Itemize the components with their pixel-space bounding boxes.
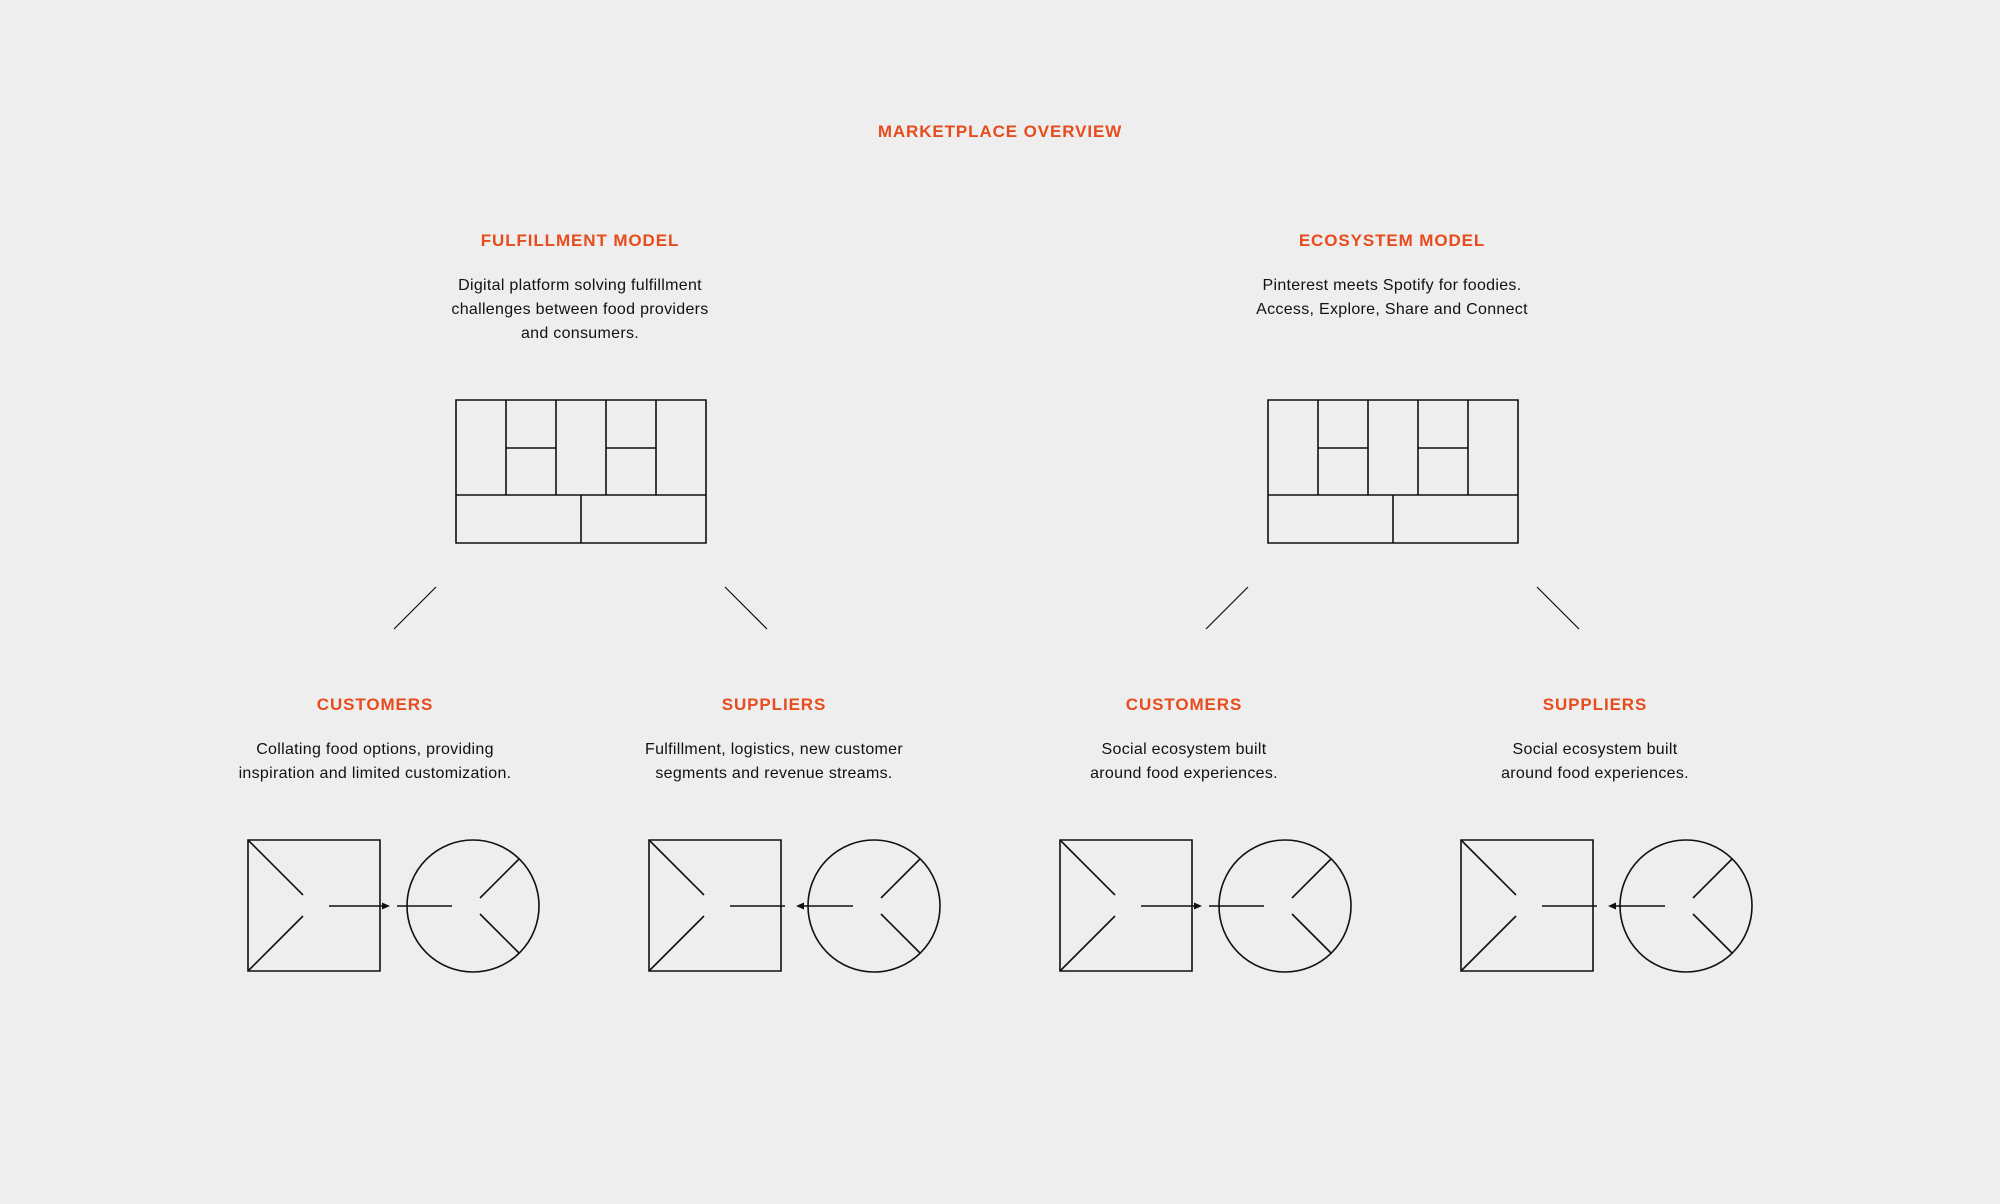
arrow-icon <box>329 903 452 910</box>
customers-heading: CUSTOMERS <box>316 695 434 714</box>
description-line: Social ecosystem built <box>1101 741 1267 758</box>
branch-line <box>1206 587 1248 629</box>
branch-line <box>1537 587 1579 629</box>
description-line: segments and revenue streams. <box>655 765 893 782</box>
ecosystem-model-heading: ECOSYSTEM MODEL <box>1298 231 1486 250</box>
arrow-icon <box>1141 903 1264 910</box>
funnel-diagram <box>248 840 539 972</box>
branch-line <box>725 587 767 629</box>
description-line: Fulfillment, logistics, new customer <box>645 741 903 758</box>
funnel-diagram <box>1461 840 1752 972</box>
description-line: Social ecosystem built <box>1512 741 1678 758</box>
description-line: Collating food options, providing <box>256 741 494 758</box>
arrow-icon <box>730 903 853 910</box>
description-line: Access, Explore, Share and Connect <box>1256 301 1528 318</box>
customers-heading: CUSTOMERS <box>1125 695 1243 714</box>
description-line: challenges between food providers <box>451 301 709 318</box>
description-line: inspiration and limited customization. <box>238 765 512 782</box>
description-line: Digital platform solving fulfillment <box>458 277 702 294</box>
suppliers-heading: SUPPLIERS <box>1542 695 1648 714</box>
description-line: and consumers. <box>520 325 640 342</box>
description-line: around food experiences. <box>1501 765 1689 782</box>
fulfillment-model-heading: FULFILLMENT MODEL <box>480 231 680 250</box>
arrow-icon <box>1542 903 1665 910</box>
page-title: MARKETPLACE OVERVIEW <box>877 122 1123 141</box>
business-model-canvas-icon <box>1268 400 1518 543</box>
funnel-diagram <box>649 840 940 972</box>
description-line: Pinterest meets Spotify for foodies. <box>1262 277 1522 294</box>
suppliers-heading: SUPPLIERS <box>721 695 827 714</box>
branch-line <box>394 587 436 629</box>
funnel-diagram <box>1060 840 1351 972</box>
business-model-canvas-icon <box>456 400 706 543</box>
description-line: around food experiences. <box>1090 765 1278 782</box>
